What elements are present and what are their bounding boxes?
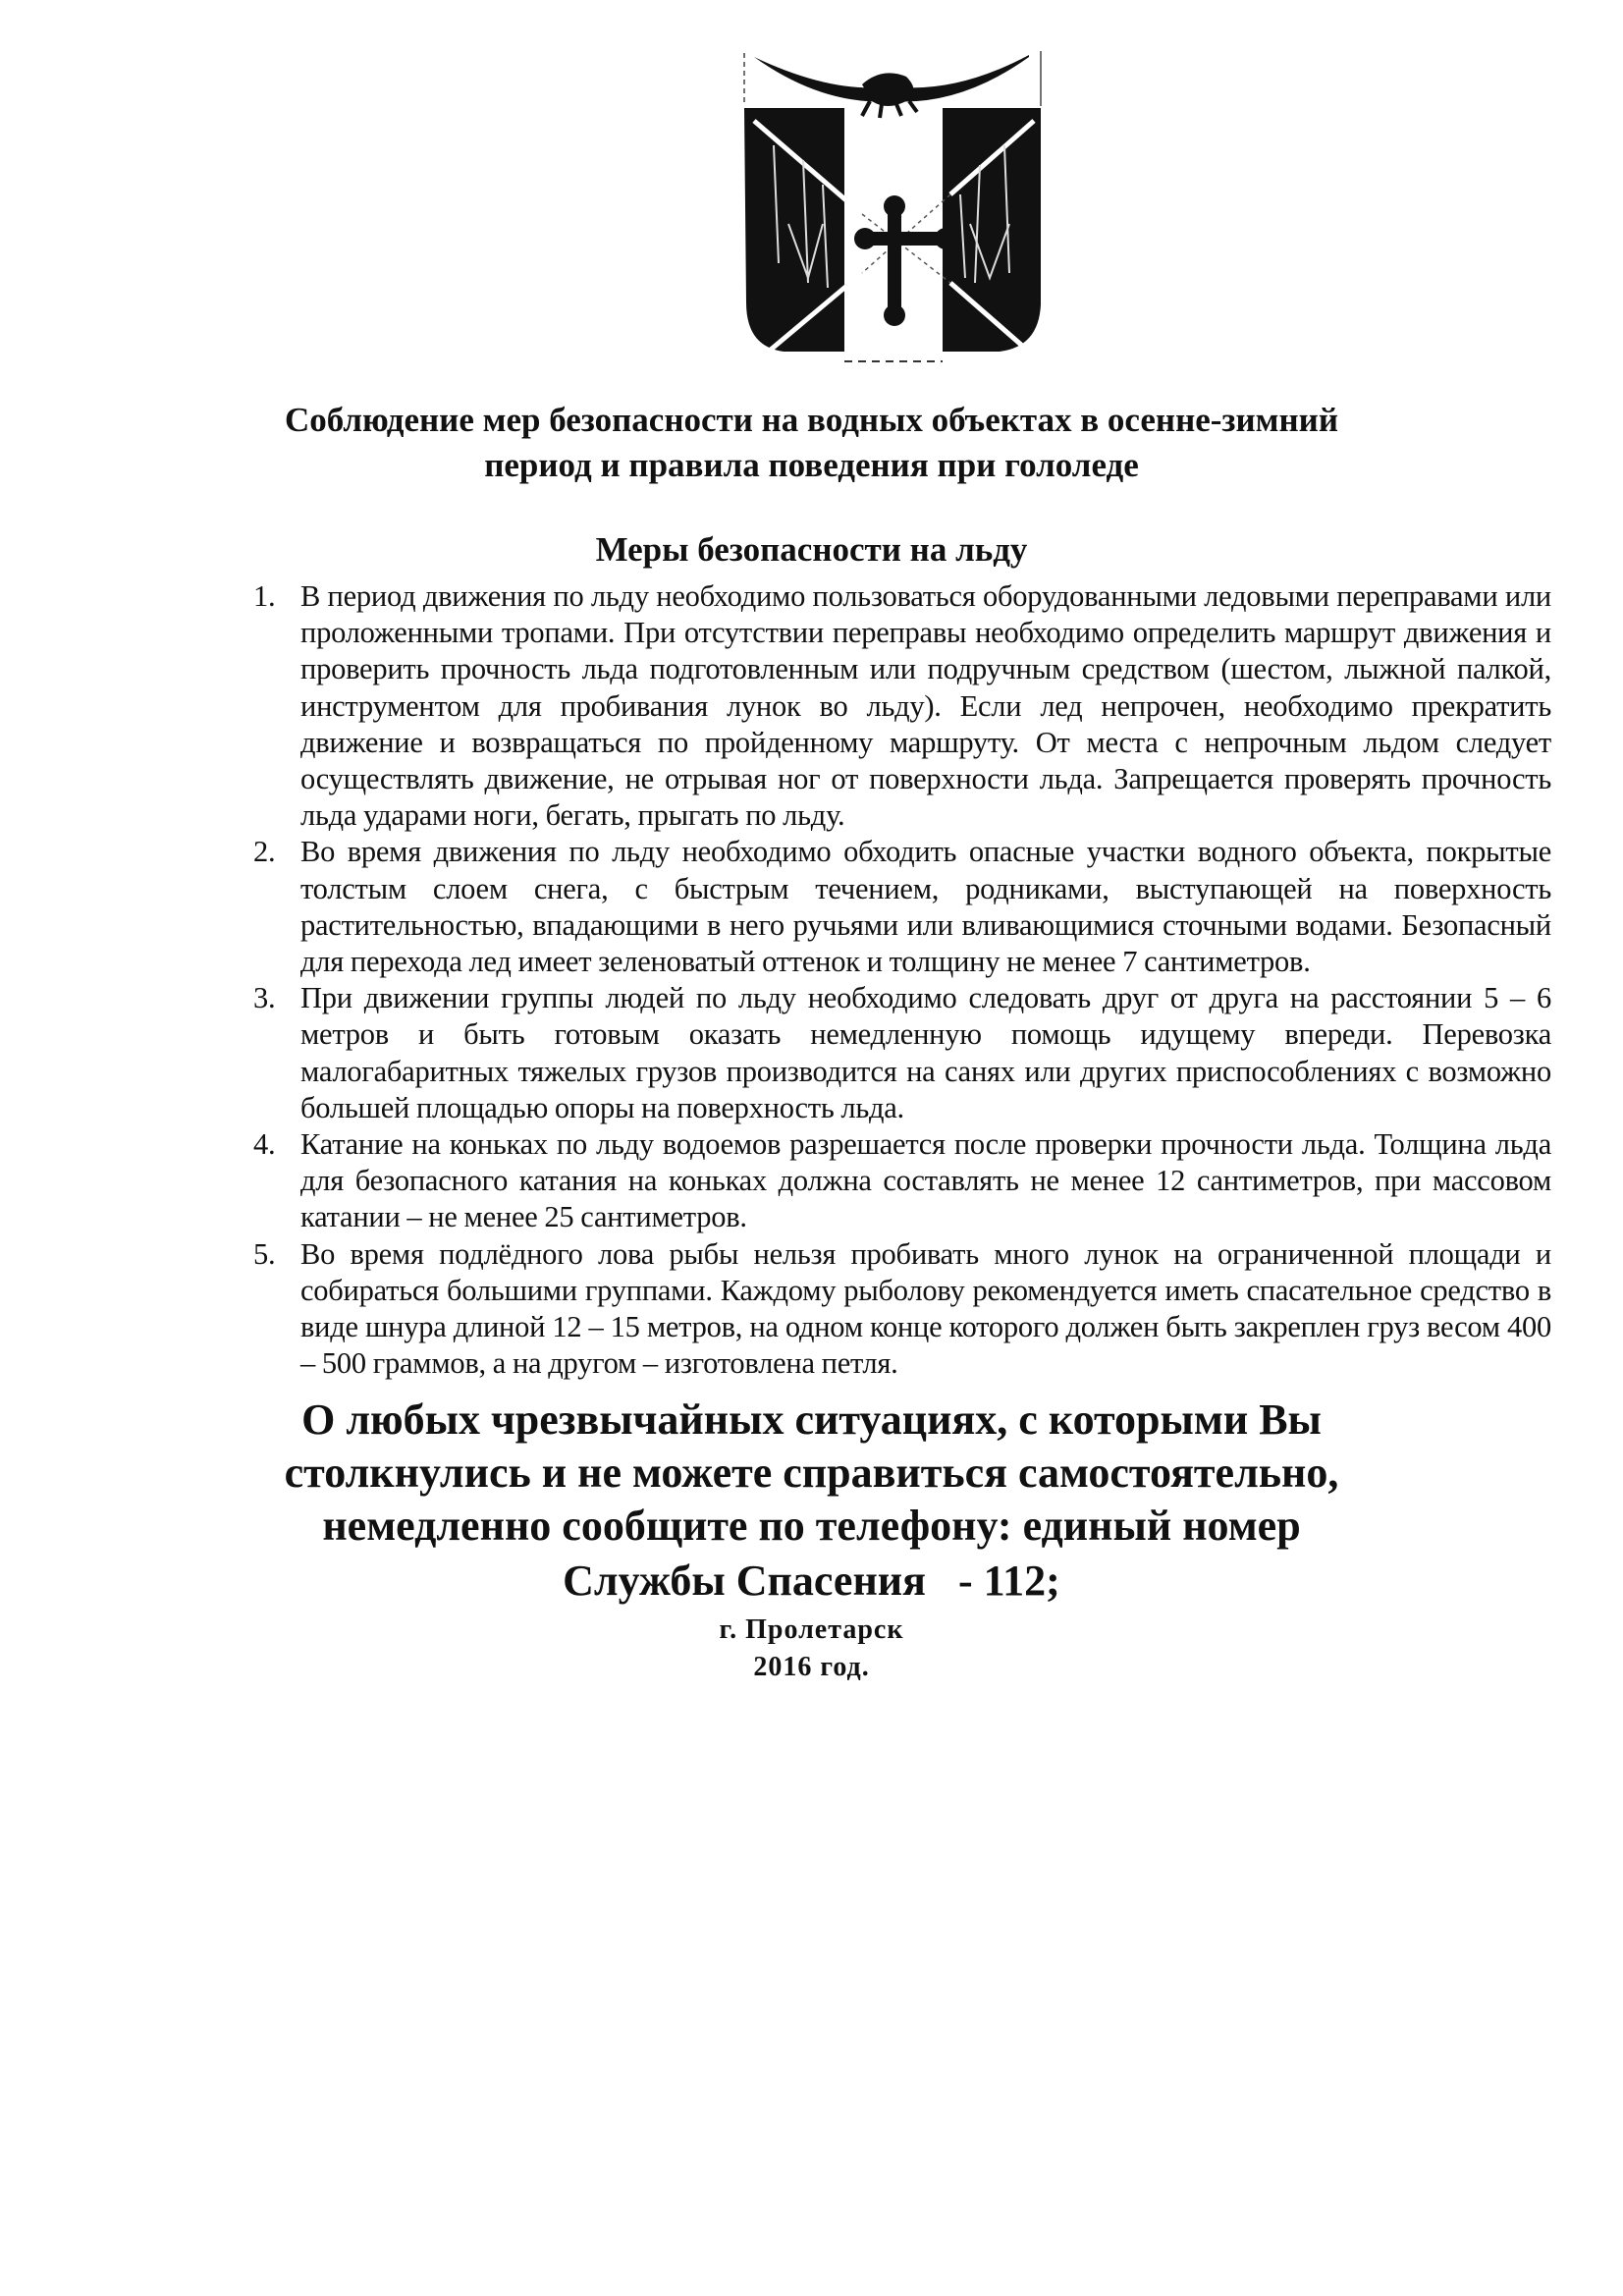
callout-line-2: столкнулись и не можете справиться самостоятельно, bbox=[284, 1449, 1339, 1498]
document-title bbox=[223, 398, 1401, 488]
document-year: 2016 год. bbox=[753, 1652, 870, 1683]
emergency-phone-number: Службы Спасения - 112; bbox=[563, 1557, 1060, 1606]
title-line-1: Соблюдение мер безопасности на водных объектах в осенне-зимний bbox=[284, 401, 1339, 439]
safety-rules-list bbox=[245, 578, 1551, 1382]
callout-line-1: О любых чрезвычайных ситуациях, с которыми Вы bbox=[301, 1395, 1322, 1445]
list-item bbox=[245, 1126, 1551, 1236]
section-heading: Меры безопасности на льду bbox=[595, 530, 1028, 569]
callout-line-3: немедленно сообщите по телефону: единый номер bbox=[322, 1502, 1301, 1551]
list-item-number: 4. bbox=[253, 1127, 276, 1162]
list-item bbox=[245, 1236, 1551, 1383]
list-item-text: При движении группы людей по льду необходимо следовать друг от друга на расстоянии 5 – 6 метров и быть готовым оказать немедленную помощь идущему впереди. Перевозка малогабаритных тяжелых грузов производится на санях или других приспособлениях с возможно большей площадью опоры на поверхность льда. bbox=[300, 981, 1551, 1124]
list-item bbox=[245, 980, 1551, 1126]
list-item-text: Катание на коньках по льду водоемов разрешается после проверки прочности льда. Толщина льда для безопасного катания на коньках должна составлять не менее 12 сантиметров, при массовом катании – не менее 25 сантиметров. bbox=[300, 1127, 1551, 1234]
list-item bbox=[245, 578, 1551, 834]
list-item-text: В период движения по льду необходимо пользоваться оборудованными ледовыми переправами или проложенными тропами. При отсутствии переправы необходимо определить маршрут движения и проверить прочность льда подготовленным или подручным средством (шестом, лыжной палкой, инструментом для пробивания лунок во льду). Если лед непрочен, необходимо прекратить движение и возвращаться по пройденному маршруту. От места с непрочным льдом следует осуществлять движение, не отрывая ног от поверхности льда. Запрещается проверять прочность льда ударами ноги, бегать, прыгать по льду. bbox=[300, 579, 1551, 833]
emergency-callout bbox=[272, 1394, 1352, 1553]
list-item-number: 2. bbox=[253, 835, 276, 869]
list-item-number: 5. bbox=[253, 1236, 276, 1271]
list-item bbox=[245, 834, 1551, 980]
list-item-text: Во время движения по льду необходимо обходить опасные участки водного объекта, покрытые толстым слоем снега, с быстрым течением, родниками, выступающей на поверхность растительностью, впадающими в него ручьями или вливающимися сточными водами. Безопасный для перехода лед имеет зеленоватый оттенок и толщину не менее 7 сантиметров. bbox=[300, 835, 1551, 979]
list-item-text: Во время подлёдного лова рыбы нельзя пробивать много лунок на ограниченной площади и собираться большими группами. Каждому рыболову рекомендуется иметь спасательное средство в виде шнура длиной 12 – 15 метров, на одном конце которого должен быть закреплен груз весом 400 – 500 граммов, а на другом – изготовлена петля. bbox=[300, 1236, 1551, 1381]
title-line-2: период и правила поведения при гололеде bbox=[484, 446, 1139, 484]
city-name: г. Пролетарск bbox=[719, 1614, 904, 1646]
list-item-number: 1. bbox=[253, 579, 276, 613]
list-item-number: 3. bbox=[253, 981, 276, 1015]
